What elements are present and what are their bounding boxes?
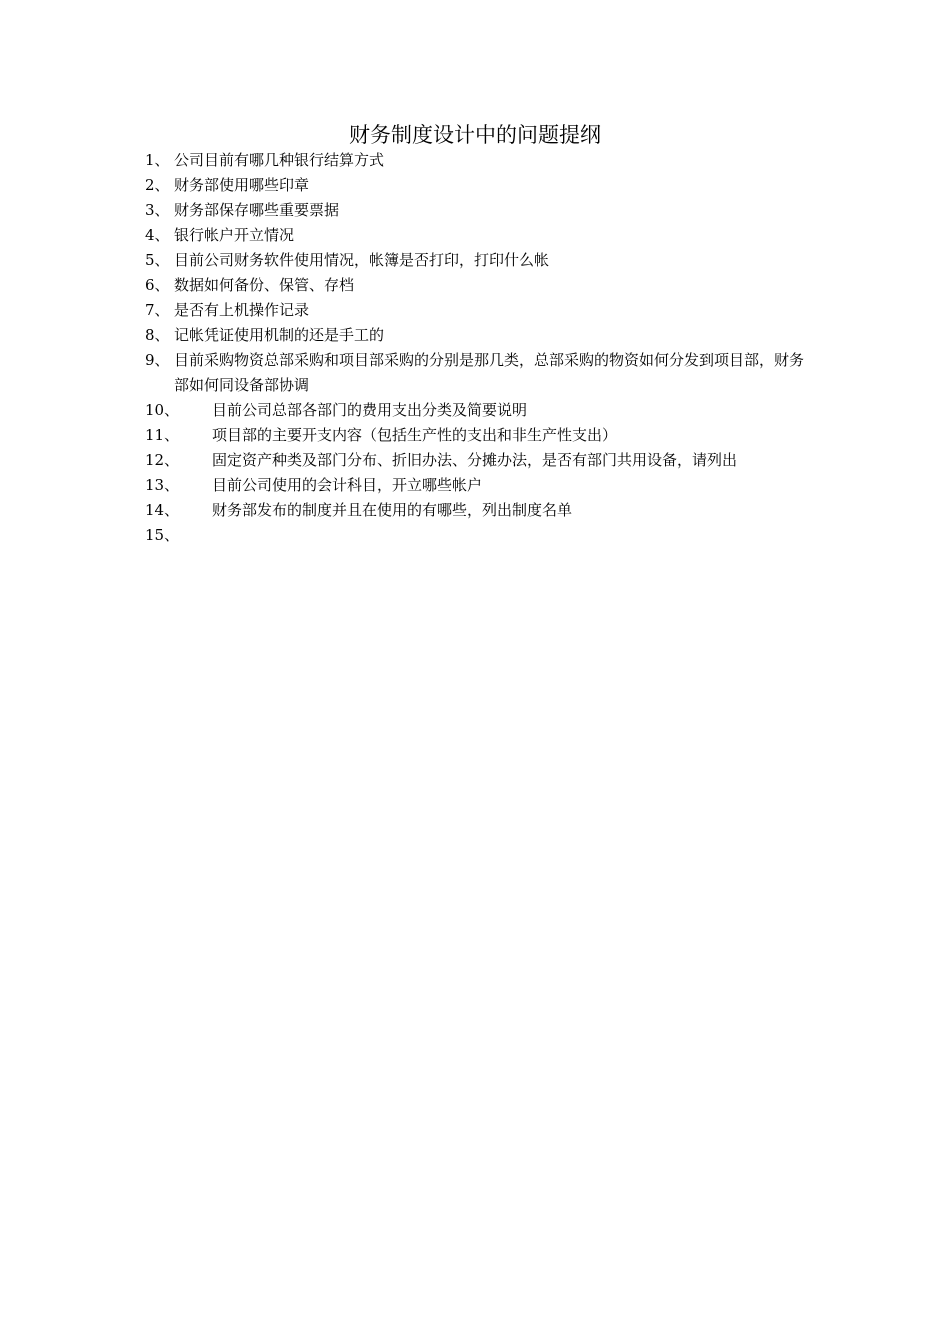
- list-item-1: [145, 148, 810, 173]
- list-item-2: [145, 173, 810, 198]
- item-number: 9、: [145, 351, 170, 369]
- list-item-11: [145, 423, 810, 448]
- item-text: 目前公司总部各部门的费用支出分类及简要说明: [212, 401, 528, 419]
- item-text: 目前公司财务软件使用情况，帐簿是否打印，打印什么帐: [174, 251, 550, 269]
- list-item-3: [145, 198, 810, 223]
- list-item-8: [145, 323, 810, 348]
- item-text: 财务部发布的制度并且在使用的有哪些，列出制度名单: [212, 501, 573, 519]
- item-number: 3、: [145, 201, 170, 219]
- item-number: 2、: [145, 176, 170, 194]
- item-number: 15、: [145, 526, 180, 544]
- item-text: 银行帐户开立情况: [174, 226, 295, 244]
- item-text: 财务部使用哪些印章: [174, 176, 310, 194]
- item-number: 4、: [145, 226, 170, 244]
- item-number: 12、: [145, 451, 180, 469]
- list-item-9: [145, 348, 810, 398]
- list-item-14: [145, 498, 810, 523]
- item-number: 7、: [145, 301, 170, 319]
- list-item-7: [145, 298, 810, 323]
- list-item-5: [145, 248, 810, 273]
- item-number: 13、: [145, 476, 180, 494]
- item-number: 1、: [145, 151, 170, 169]
- item-text: 是否有上机操作记录: [174, 301, 310, 319]
- list-item-6: [145, 273, 810, 298]
- item-text: 记帐凭证使用机制的还是手工的: [174, 326, 385, 344]
- list-item-10: [145, 398, 810, 423]
- item-number: 8、: [145, 326, 170, 344]
- item-number: 11、: [145, 426, 180, 444]
- item-text: 数据如何备份、保管、存档: [174, 276, 355, 294]
- item-text: 目前公司使用的会计科目，开立哪些帐户: [212, 476, 483, 494]
- item-number: 6、: [145, 276, 170, 294]
- list-item-12: [145, 448, 810, 473]
- item-text: 财务部保存哪些重要票据: [174, 201, 340, 219]
- item-text: 项目部的主要开支内容（包括生产性的支出和非生产性支出）: [212, 426, 618, 444]
- list-item-13: [145, 473, 810, 498]
- item-number: 10、: [145, 401, 180, 419]
- item-text: 公司目前有哪几种银行结算方式: [174, 151, 385, 169]
- item-number: 14、: [145, 501, 180, 519]
- list-item-15: [145, 523, 810, 548]
- list-item-4: [145, 223, 810, 248]
- document-title: 财务制度设计中的问题提纲: [349, 123, 601, 147]
- item-number: 5、: [145, 251, 170, 269]
- item-text: 固定资产种类及部门分布、折旧办法、分摊办法，是否有部门共用设备，请列出: [212, 451, 738, 469]
- item-text: 目前采购物资总部采购和项目部采购的分别是那几类，总部采购的物资如何分发到项目部，财务部如何同设备部协调: [174, 351, 805, 394]
- question-list: [145, 148, 810, 548]
